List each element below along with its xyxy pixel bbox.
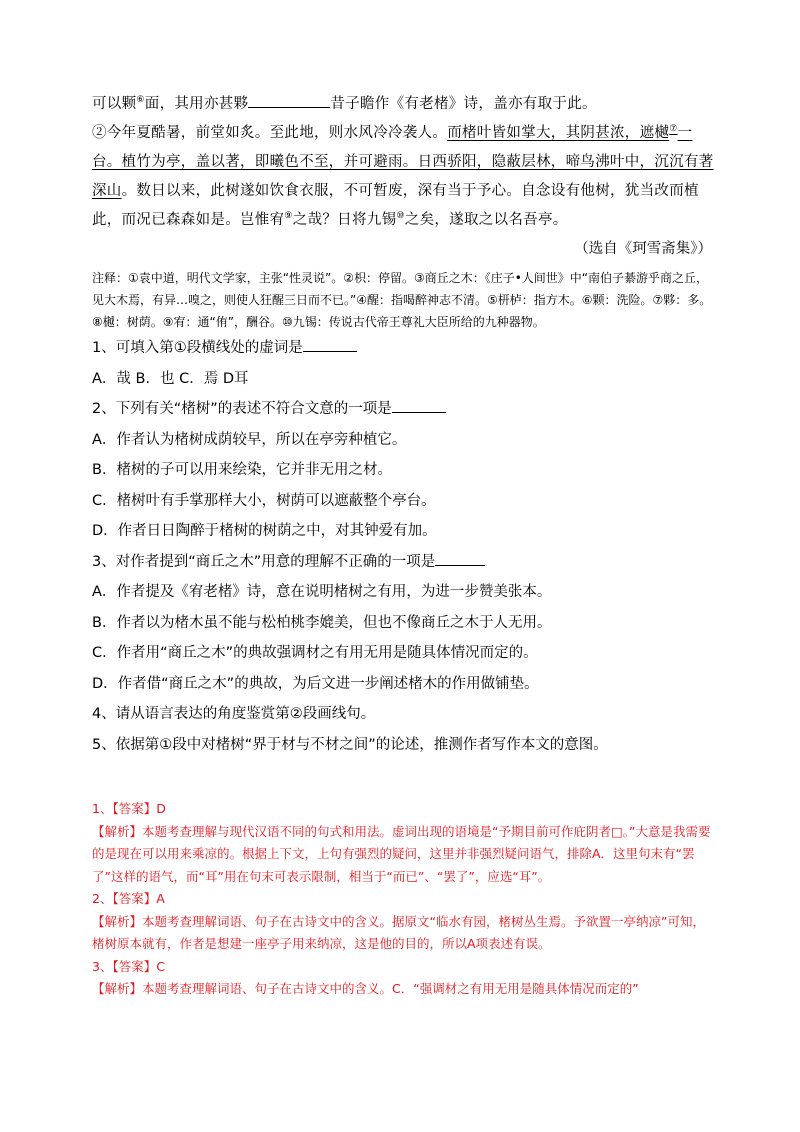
fill-blank	[248, 92, 330, 108]
passage-text: 之哉？日将九锡	[292, 212, 397, 228]
passage-text: 面，其用亦甚夥	[144, 96, 249, 112]
question-4: 4、请从语言表达的角度鉴赏第②段画线句。	[92, 706, 376, 722]
question-1	[92, 333, 714, 364]
question-2	[92, 394, 714, 425]
question-text: 1、可填入第①段横线处的虚词是	[92, 340, 303, 356]
passage-text: 昔子瞻作《有老楮》诗，盖亦有取于此。	[330, 96, 597, 112]
answer-blank	[435, 550, 485, 566]
note-marker: ⑦	[669, 124, 678, 135]
question-text: 2、下列有关“楮树”的表述不符合文意的一项是	[92, 401, 392, 417]
underlined-sentence: 而楮叶皆如掌大，其阴甚浓，遮樾	[447, 125, 670, 141]
document-page	[92, 90, 714, 1001]
question-1-options: A．哉 B．也 C．焉 D耳	[92, 370, 249, 387]
answer-blank	[392, 397, 446, 413]
option-3a: A．作者提及《宥老楮》诗，意在说明楮树之有用，为进一步赞美张本。	[92, 584, 552, 600]
note-marker: ⑩	[396, 211, 405, 222]
question-text: 3、对作者提到“商丘之木”用意的理解不正确的一项是	[92, 553, 436, 570]
note-marker: ⑨	[284, 211, 293, 222]
note-marker: ⑥	[136, 95, 145, 106]
passage-text: 可以颗	[92, 96, 137, 112]
option-2a: A．作者认为楮树成荫较早，所以在亭旁种植它。	[92, 431, 407, 448]
passage-paragraph-1-end	[92, 90, 714, 119]
option-3d: D．作者借“商丘之木”的典故，为后文进一步阐述楮木的作用做铺垫。	[92, 675, 539, 692]
answer-3: 3、【答案】C	[92, 958, 165, 974]
answer-2: 2、【答案】A	[92, 891, 165, 906]
explanation-2: 【解析】本题考查理解词语、句子在古诗文中的含义。据原文“临水有园，楮树丛生焉。予欲置一亭纳凉”可知，楮树原本就有，作者是想建一座亭子用来纳凉，这是他的目的，所以A项表述有误。	[92, 913, 705, 951]
answer-blank	[303, 336, 357, 352]
option-2d: D．作者日日陶醉于楮树的树荫之中，对其钟爱有加。	[92, 523, 437, 539]
passage-paragraph-2	[92, 119, 714, 235]
explanation-3: 【解析】本题考查理解词语、句子在古诗文中的含义。C．“强调材之有用无用是随具体情况而定的”	[92, 981, 639, 996]
passage-text: ②今年夏酷暑，前堂如炙。至此地，则水风冷冷袭人。	[92, 125, 448, 141]
annotations: 注释：①袁中道，明代文学家，主张“性灵说”。②枳：停留。③商丘之木：《庄子•人间世》中“南伯子綦游乎商之丘，见大木焉，有异…嗅之，则使人狂醒三日而不已。”④醒：指喝醉神志不清。⑤枅栌：指方木。⑥颗：洗险。⑦夥：多。⑧樾：树荫。⑨宥：通“侑”，酬谷。⑩九锡：传说古代帝王尊礼大臣所给的九种器物。	[92, 271, 712, 329]
option-3c: C．作者用“商丘之木”的典故强调材之有用无用是随具体情况而定的。	[92, 645, 538, 661]
passage-text: 之矣，遂取之以名吾亭。	[404, 212, 568, 228]
answer-1: 1、【答案】D	[92, 801, 166, 816]
answer-section	[92, 798, 714, 1001]
underlined-sentence: 一台。植竹为亭，盖以著，即曦色不至，并可避雨。日西骄阳，隐蔽层林，啼鸟沸叶中，沉沉有著深山	[92, 125, 714, 199]
option-2c: C．楮树叶有手掌那样大小，树荫可以遮蔽整个亭台。	[92, 492, 436, 509]
source-citation: （选自《珂雪斋集》）	[574, 241, 712, 257]
option-3b: B．作者以为楮木虽不能与松柏桃李媲美，但也不像商丘之木于人无用。	[92, 614, 552, 631]
explanation-1: 【解析】本题考查理解与现代汉语不同的句式和用法。虚词出现的语境是“予期目前可作庇阴者□。”大意是我需要的是现在可以用来乘凉的。根据上下文，上句有强烈的疑问，这里并非强烈疑问语气，排除A．这里句末有“罢了”这样的语气，而“耳”用在句末可表示限制，相当于“而已”、“罢了”，应选“耳”。	[92, 823, 711, 884]
option-2b: B．楮树的子可以用来绘染，它并非无用之材。	[92, 462, 392, 478]
passage-text: 。数日以来，此树遂如饮食衣服，不可暂废，深有当于予心。自念设有他树，犹当改而植此，而况已森森如是。岂惟宥	[92, 183, 699, 228]
question-5: 5、依据第①段中对楮树“界于材与不材之间”的论述，推测作者写作本文的意图。	[92, 736, 608, 753]
question-3	[92, 547, 714, 578]
